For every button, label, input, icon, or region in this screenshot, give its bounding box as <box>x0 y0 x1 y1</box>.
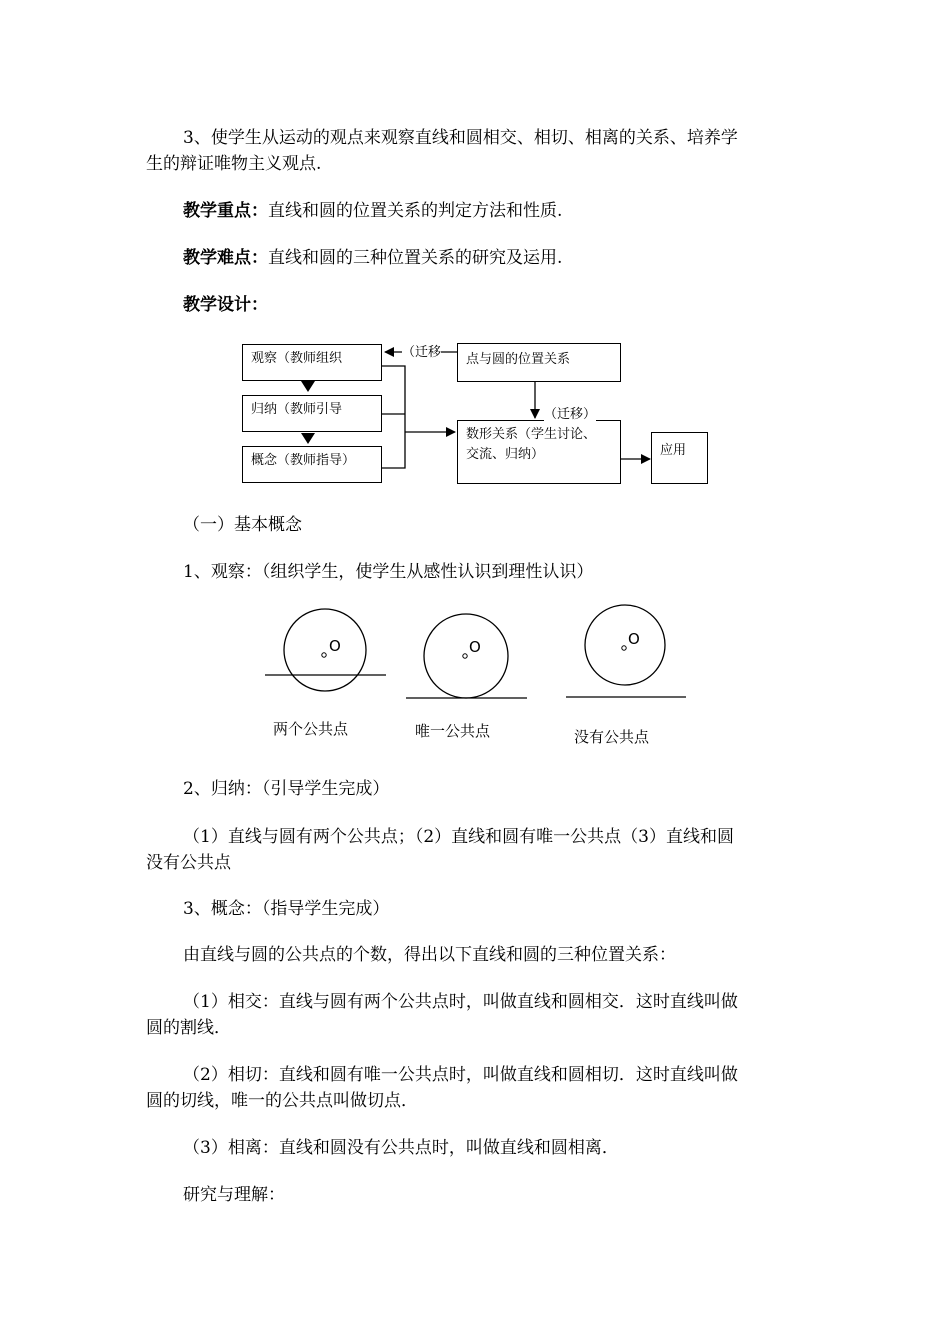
bracket-observe <box>382 366 405 432</box>
observe-step: 1、观察：（组织学生，使学生从感性认识到理性认识） <box>183 562 594 582</box>
induce-step: 2、归纳：（引导学生完成） <box>183 779 390 799</box>
def1-line2: 圆的割线． <box>146 1018 231 1038</box>
box-apply: 应用 <box>651 432 708 484</box>
figure-one-point <box>406 614 527 698</box>
label-transfer-2: （迁移） <box>544 403 596 422</box>
center-dot-3 <box>622 646 626 650</box>
circle-3 <box>585 605 665 685</box>
section-1-title: （一）基本概念 <box>183 515 302 535</box>
key-point-label: 教学重点： <box>183 201 268 221</box>
box-relation <box>457 420 621 484</box>
center-dot-2 <box>463 654 467 658</box>
caption-no-point: 没有公共点 <box>574 728 650 746</box>
center-label-1: O <box>329 637 341 655</box>
box-concept: 概念（教师指导） <box>242 446 382 483</box>
difficulty-label: 教学难点： <box>183 248 268 268</box>
box-induce: 归纳（教师引导 <box>242 395 382 432</box>
def2-line1: （2）相切：直线和圆有唯一公共点时，叫做直线和圆相切．这时直线叫做 <box>183 1065 738 1085</box>
key-point-text: 直线和圆的位置关系的判定方法和性质. <box>268 201 563 221</box>
circle-2 <box>424 614 508 698</box>
relation-line1: 数形关系（学生讨论、 <box>466 427 597 442</box>
induce-content-line1: （1）直线与圆有两个公共点；（2）直线和圆有唯一公共点（3）直线和圆 <box>183 827 734 847</box>
objective-3-line1: 3、使学生从运动的观点来观察直线和圆相交、相切、相离的关系、培养学 <box>183 128 738 148</box>
center-label-3: O <box>628 630 640 648</box>
center-label-2: O <box>469 638 481 656</box>
figure-no-point <box>566 605 686 697</box>
caption-one-point: 唯一公共点 <box>415 722 491 740</box>
def3: （3）相离：直线和圆没有公共点时，叫做直线和圆相离． <box>183 1138 619 1158</box>
def2-line2: 圆的切线，唯一的公共点叫做切点． <box>146 1091 418 1111</box>
caption-two-points: 两个公共点 <box>273 720 349 738</box>
arrow-down-1 <box>301 381 315 392</box>
design-label: 教学设计： <box>183 295 268 315</box>
label-transfer-1: （迁移 <box>402 341 441 360</box>
box-point-circle: 点与圆的位置关系 <box>457 343 621 382</box>
relation-line2: 交流、归纳） <box>466 447 545 462</box>
induce-content-line2: 没有公共点 <box>146 853 231 873</box>
center-dot-1 <box>322 653 326 657</box>
concept-step: 3、概念：（指导学生完成） <box>183 899 390 919</box>
box-observe: 观察（教师组织 <box>242 344 382 381</box>
objective-3-line2: 生的辩证唯物主义观点. <box>146 154 322 174</box>
circle-1 <box>284 609 366 691</box>
concept-intro: 由直线与圆的公共点的个数，得出以下直线和圆的三种位置关系： <box>183 945 676 965</box>
figure-two-points <box>265 609 386 691</box>
def1-line1: （1）相交：直线与圆有两个公共点时，叫做直线和圆相交．这时直线叫做 <box>183 992 738 1012</box>
study-label: 研究与理解： <box>183 1185 285 1205</box>
difficulty-text: 直线和圆的三种位置关系的研究及运用. <box>268 248 563 268</box>
bracket-concept <box>382 432 405 468</box>
arrow-down-2 <box>301 433 315 444</box>
